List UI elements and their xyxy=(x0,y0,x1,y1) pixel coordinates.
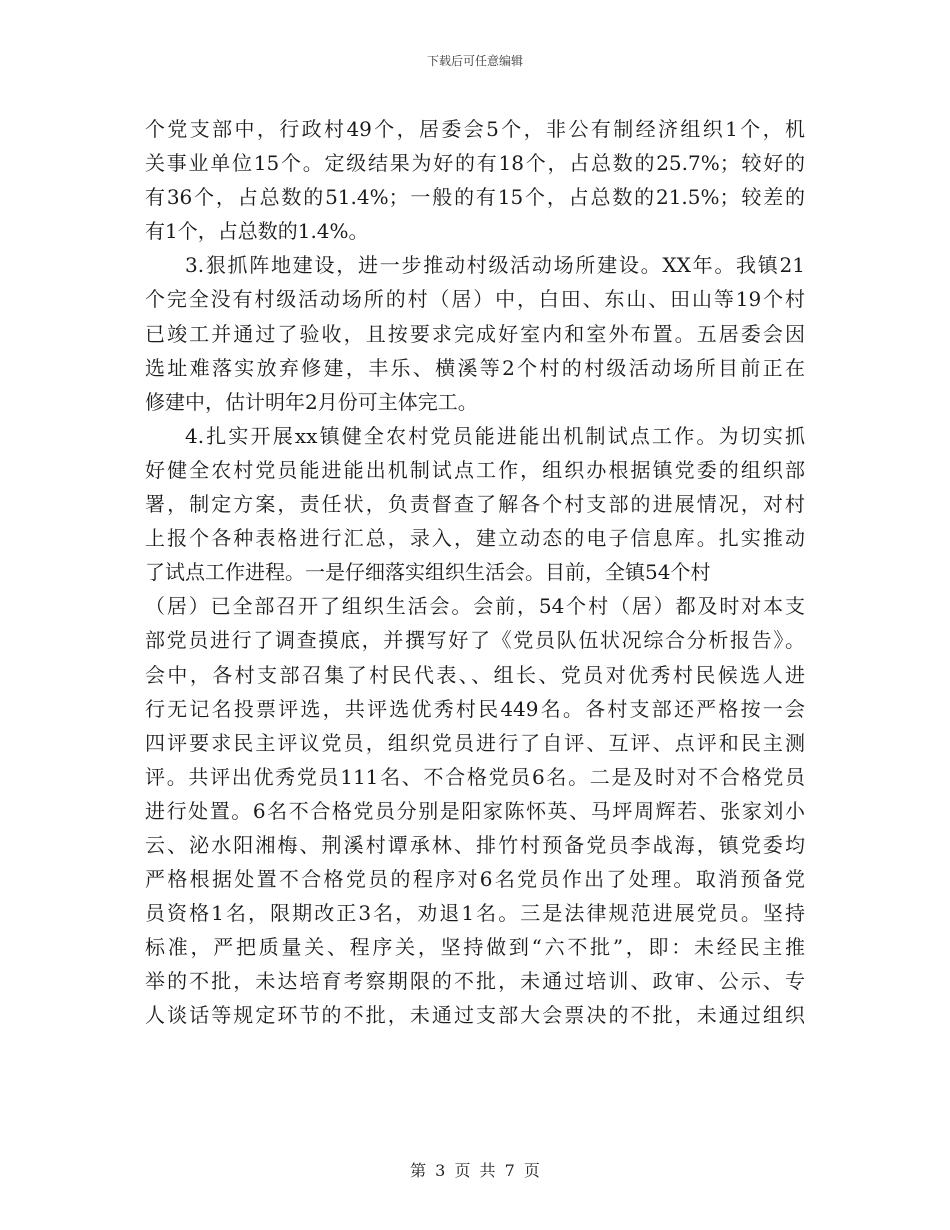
text-line: 行无记名投票评选，共评选优秀村民449名。各村支部还严格按一会 xyxy=(145,696,805,721)
page-footer: 第 3 页 共 7 页 xyxy=(410,1161,540,1180)
text-line: 会中，各村支部召集了村民代表、、组长、党员对优秀村民候选人进 xyxy=(145,662,805,687)
text-line: 有1个，占总数的1.4%。 xyxy=(145,219,369,244)
text-line: 好健全农村党员能进能出机制试点工作，组织办根据镇党委的组织部 xyxy=(145,457,805,482)
text-line: 进行处置。6名不合格党员分别是阳家陈怀英、马坪周辉若、张家刘小 xyxy=(145,798,805,823)
text-line: 选址难落实放弃修建，丰乐、横溪等2个村的村级活动场所目前正在 xyxy=(145,355,805,380)
text-line: 举的不批，未达培育考察期限的不批，未通过培训、政审、公示、专 xyxy=(145,969,805,994)
page-header: 下载后可任意编辑 xyxy=(426,54,523,68)
text-line: 个完全没有村级活动场所的村（居）中，白田、东山、田山等19个村 xyxy=(145,287,805,312)
text-line: 严格根据处置不合格党员的程序对6名党员作出了处理。取消预备党 xyxy=(145,867,805,892)
text-line: 人谈话等规定环节的不批，未通过支部大会票决的不批，未通过组织 xyxy=(145,1003,805,1028)
text-line: 了试点工作进程。一是仔细落实组织生活会。目前，全镇54个村 xyxy=(145,560,711,585)
paragraph-start-line: 3.狠抓阵地建设，进一步推动村级活动场所建设。XX年。我镇21 xyxy=(185,253,805,278)
text-line: 标准，严把质量关、程序关，坚持做到“六不批”，即：未经民主推 xyxy=(145,935,805,960)
text-line: 四评要求民主评议党员，组织党员进行了自评、互评、点评和民主测 xyxy=(145,730,805,755)
text-line: 有36个，占总数的51.4%；一般的有15个，占总数的21.5%；较差的 xyxy=(145,185,805,210)
text-line: 署，制定方案，责任状，负责督查了解各个村支部的进展情况，对村 xyxy=(145,492,805,517)
document-body xyxy=(145,112,805,1033)
text-line: 修建中，估计明年2月份可主体完工。 xyxy=(145,389,478,414)
text-line: （居）已全部召开了组织生活会。会前，54个村（居）都及时对本支 xyxy=(145,594,805,619)
text-line: 员资格1名，限期改正3名，劝退1名。三是法律规范进展党员。坚持 xyxy=(145,901,805,926)
text-line: 评。共评出优秀党员111名、不合格党员6名。二是及时对不合格党员 xyxy=(145,764,805,789)
paragraph-start-line: 4.扎实开展xx镇健全农村党员能进能出机制试点工作。为切实抓 xyxy=(185,423,805,448)
text-line: 部党员进行了调查摸底，并撰写好了《党员队伍状况综合分析报告》。 xyxy=(145,628,805,653)
text-line: 个党支部中，行政村49个，居委会5个，非公有制经济组织1个，机 xyxy=(145,117,805,141)
text-line: 云、泌水阳湘梅、荆溪村谭承林、排竹村预备党员李战海，镇党委均 xyxy=(145,832,805,857)
text-line: 关事业单位15个。定级结果为好的有18个，占总数的25.7%；较好的 xyxy=(145,151,805,176)
text-line: 上报个各种表格进行汇总，录入，建立动态的电子信息库。扎实推动 xyxy=(145,526,805,551)
text-line: 已竣工并通过了验收，且按要求完成好室内和室外布置。五居委会因 xyxy=(145,321,805,346)
